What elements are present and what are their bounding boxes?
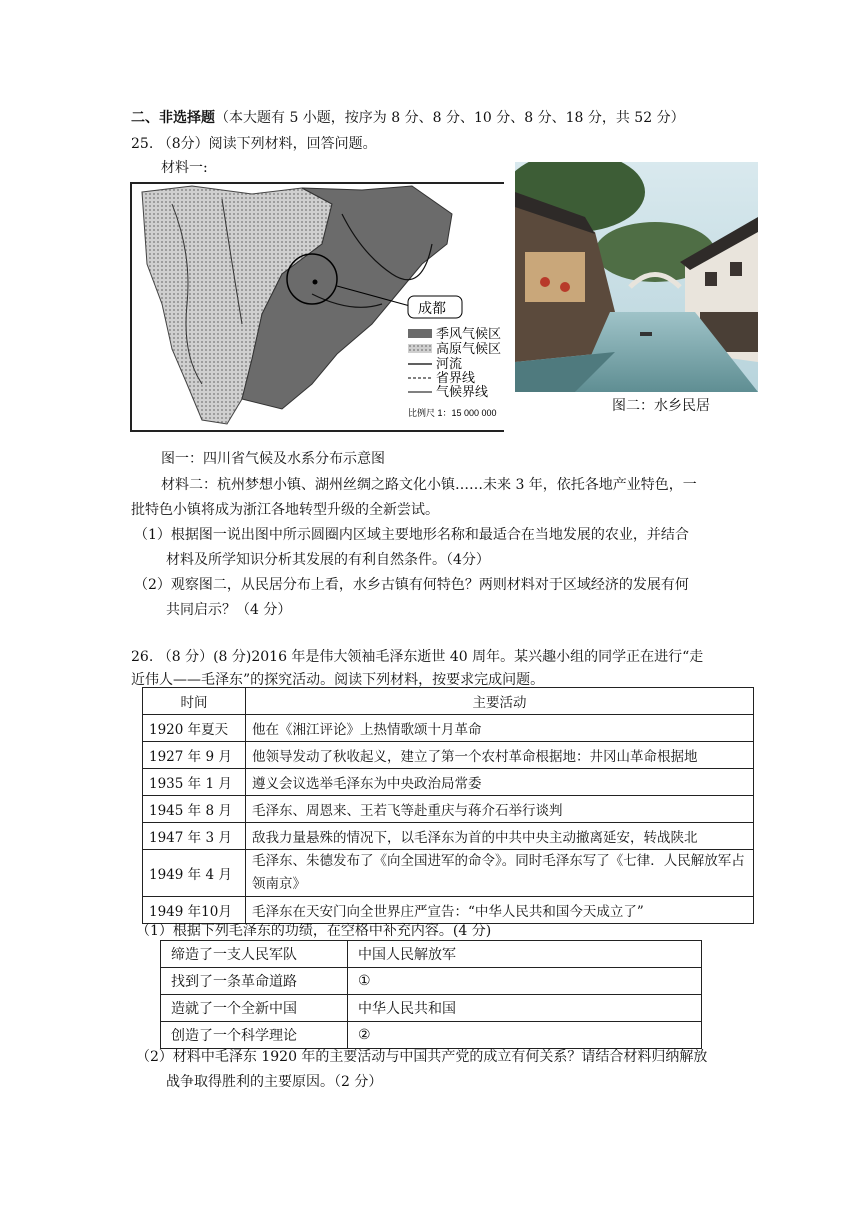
sichuan-climate-map — [130, 182, 504, 432]
map-graphic — [132, 184, 504, 430]
table-row — [143, 823, 754, 850]
legend-climate-border: 气候界线 — [436, 384, 489, 399]
row-activity: 毛泽东在天安门向全世界庄严宣告：“中华人民共和国今天成立了” — [246, 897, 754, 924]
row-time: 1920 年夏天 — [143, 715, 246, 742]
water-town-photo — [515, 162, 758, 392]
legend-plateau: 高原气候区 — [436, 341, 502, 356]
fig2-caption: 图二：水乡民居 — [612, 398, 710, 414]
photo-graphic — [515, 162, 758, 392]
table-row — [161, 941, 702, 968]
header-time: 时间 — [143, 688, 246, 715]
table-row — [143, 742, 754, 769]
table-row — [143, 850, 754, 897]
row-time: 1947 年 3 月 — [143, 823, 246, 850]
merit-answer: 中国人民解放军 — [348, 941, 702, 968]
row-time: 1927 年 9 月 — [143, 742, 246, 769]
table-row — [143, 715, 754, 742]
q26-1-label: （1）根据下列毛泽东的功绩，在空格中补充内容。(4 分) — [136, 923, 492, 939]
q25-1-line2: 材料及所学知识分析其发展的有利自然条件。（4分） — [166, 552, 490, 568]
table-row — [143, 796, 754, 823]
q26-2-line1: （2）材料中毛泽东 1920 年的主要活动与中国共产党的成立有何关系？请结合材料归纳解放 — [136, 1049, 708, 1065]
material2-line1: 材料二：杭州梦想小镇、湖州丝绸之路文化小镇……未来 3 年，依托各地产业特色，一 — [161, 477, 697, 493]
legend-river: 河流 — [436, 356, 463, 371]
fig1-caption: 图一：四川省气候及水系分布示意图 — [161, 451, 385, 467]
section-header — [131, 107, 685, 127]
header-activity: 主要活动 — [246, 688, 754, 715]
table-row — [161, 995, 702, 1022]
row-activity: 毛泽东、周恩来、王若飞等赴重庆与蒋介石举行谈判 — [246, 796, 754, 823]
row-time: 1945 年 8 月 — [143, 796, 246, 823]
merits-table — [160, 940, 702, 1049]
row-time: 1949 年10月 — [143, 897, 246, 924]
q25-2-line2: 共同启示？（4 分） — [166, 602, 292, 618]
table-row — [161, 1022, 702, 1049]
q25-2-line1: （2）观察图二，从民居分布上看，水乡古镇有何特色？两则材料对于区域经济的发展有何 — [134, 577, 689, 593]
mao-activities-table — [142, 687, 754, 924]
q26-intro-line2: 近伟人——毛泽东”的探究活动。阅读下列材料，按要求完成问题。 — [131, 672, 545, 688]
merit-achievement: 找到了一条革命道路 — [161, 968, 348, 995]
table-row — [161, 968, 702, 995]
row-time: 1949 年 4 月 — [143, 850, 246, 897]
q25-1-line1: （1）根据图一说出图中所示圆圈内区域主要地形名称和最适合在当地发展的农业，并结合 — [134, 527, 689, 543]
section-note: （本大题有 5 小题，按序为 8 分、8 分、10 分、8 分、18 分，共 52 分） — [215, 110, 685, 126]
section-title: 二、非选择题 — [131, 110, 215, 126]
merit-answer-blank-2[interactable]: ② — [348, 1022, 702, 1049]
merit-answer: 中华人民共和国 — [348, 995, 702, 1022]
row-activity: 敌我力量悬殊的情况下，以毛泽东为首的中共中央主动撤离延安，转战陕北 — [246, 823, 754, 850]
row-activity: 毛泽东、朱德发布了《向全国进军的命令》。同时毛泽东写了《七律．人民解放军占领南京》 — [246, 850, 754, 897]
merit-achievement: 造就了一个全新中国 — [161, 995, 348, 1022]
legend-provincial-border: 省界线 — [436, 370, 476, 385]
q26-2-line2: 战争取得胜利的主要原因。（2 分） — [166, 1074, 383, 1090]
row-activity: 遵义会议选举毛泽东为中央政治局常委 — [246, 769, 754, 796]
table-header-row — [143, 688, 754, 715]
merit-answer-blank-1[interactable]: ① — [348, 968, 702, 995]
legend-monsoon: 季风气候区 — [436, 326, 502, 341]
q25-header: 25. （8分）阅读下列材料，回答问题。 — [131, 136, 377, 152]
row-time: 1935 年 1 月 — [143, 769, 246, 796]
merit-achievement: 缔造了一支人民军队 — [161, 941, 348, 968]
row-activity: 他在《湘江评论》上热情歌颂十月革命 — [246, 715, 754, 742]
map-callout: 成都 — [418, 300, 446, 316]
material1-label: 材料一: — [161, 160, 208, 176]
table-row — [143, 769, 754, 796]
row-activity: 他领导发动了秋收起义，建立了第一个农村革命根据地：井冈山革命根据地 — [246, 742, 754, 769]
map-scale: 比例尺 1：15 000 000 — [408, 408, 497, 418]
material2-line2: 批特色小镇将成为浙江各地转型升级的全新尝试。 — [131, 502, 439, 518]
q26-intro-line1: 26. （8 分）(8 分)2016 年是伟大领袖毛泽东逝世 40 周年。某兴趣小组的同学正在进行“走 — [131, 649, 704, 665]
merit-achievement: 创造了一个科学理论 — [161, 1022, 348, 1049]
